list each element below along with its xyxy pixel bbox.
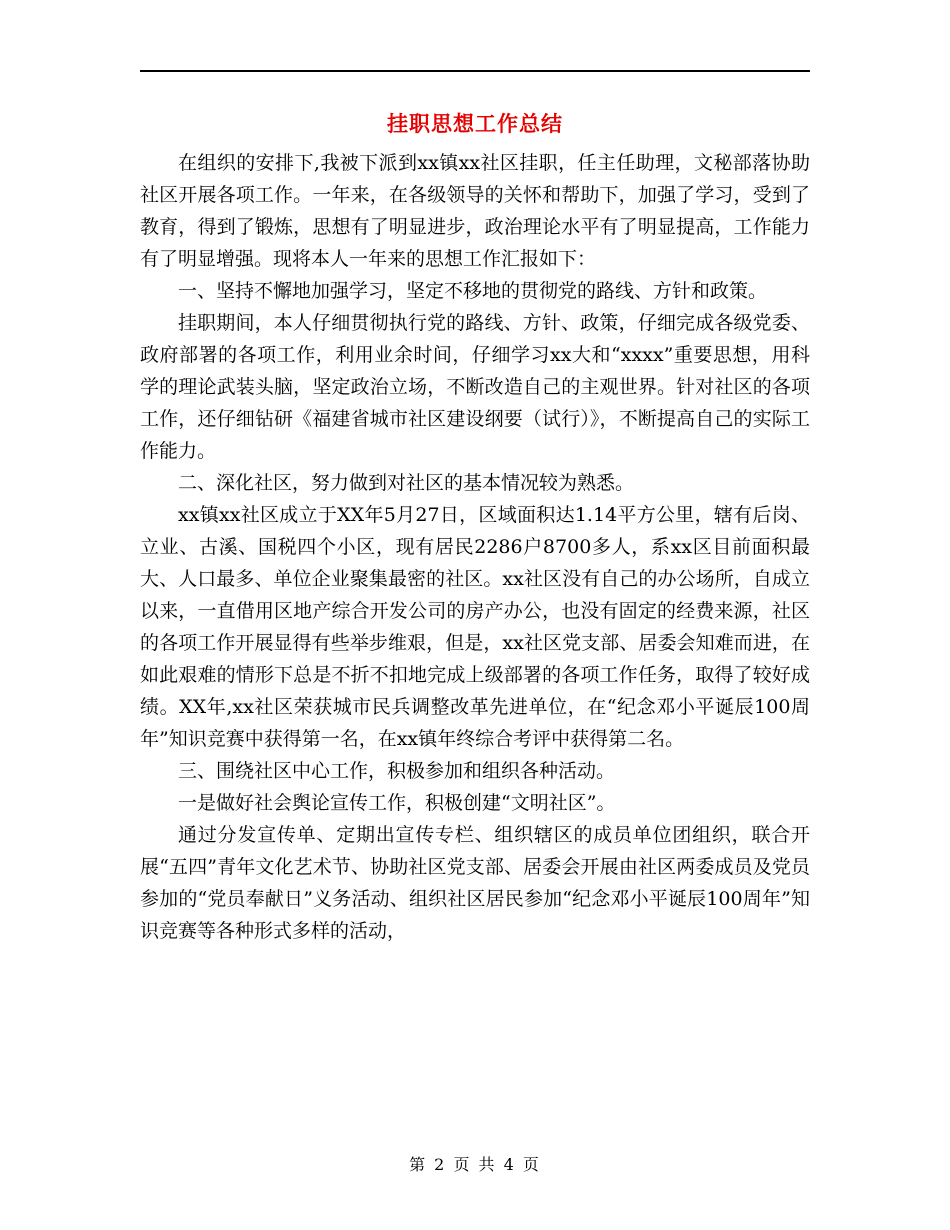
paragraph-study: 挂职期间，本人仔细贯彻执行党的路线、方针、政策，仔细完成各级党委、政府部署的各项工作，利用业余时间，仔细学习xx大和“xxxx”重要思想，用科学的理论武装头脑，坚定政治立场，不断改造自己的主观世界。针对社区的各项工作，还仔细钻研《福建省城市社区建设纲要（试行）》，不断提高自己的实际工作能力。 xyxy=(140,312,810,462)
page-number: 第 2 页 共 4 页 xyxy=(409,1155,541,1174)
paragraph-heading-3: 三、围绕社区中心工作，积极参加和组织各种活动。 xyxy=(178,760,616,782)
document-body xyxy=(140,147,810,947)
paragraph-activities: 通过分发宣传单、定期出宣传专栏、组织辖区的成员单位团组织，联合开展“五四”青年文化艺术节、协助社区党支部、居委会开展由社区两委成员及党员参加的“党员奉献日”义务活动、组织社区居民参加“纪念邓小平诞辰100周年”知识竞赛等各种形式多样的活动， xyxy=(140,824,810,942)
paragraph-subheading-1: 一是做好社会舆论宣传工作，积极创建“文明社区”。 xyxy=(178,792,616,814)
paragraph-heading-2: 二、深化社区，努力做到对社区的基本情况较为熟悉。 xyxy=(178,472,635,494)
paragraph-intro: 在组织的安排下,我被下派到xx镇xx社区挂职，任主任助理，文秘部落协助社区开展各项工作。一年来，在各级领导的关怀和帮助下，加强了学习，受到了教育，得到了锻炼，思想有了明显进步，政治理论水平有了明显提高，工作能力有了明显增强。现将本人一年来的思想工作汇报如下： xyxy=(140,152,810,270)
document-title: 挂职思想工作总结 xyxy=(387,111,563,136)
paragraph-community-info: xx镇xx社区成立于XX年5月27日，区域面积达1.14平方公里，辖有后岗、立业、古溪、国税四个小区，现有居民2286户8700多人，系xx区目前面积最大、人口最多、单位企业聚集最密的社区。xx社区没有自己的办公场所，自成立以来，一直借用区地产综合开发公司的房产办公，也没有固定的经费来源，社区的各项工作开展显得有些举步维艰，但是，xx社区党支部、居委会知难而进，在如此艰难的情形下总是不折不扣地完成上级部署的各项工作任务，取得了较好成绩。XX年,xx社区荣获城市民兵调整改革先进单位，在“纪念邓小平诞辰100周年”知识竞赛中获得第一名，在xx镇年终综合考评中获得第二名。 xyxy=(140,504,810,750)
paragraph-heading-1: 一、坚持不懈地加强学习，坚定不移地的贯彻党的路线、方针和政策。 xyxy=(178,280,768,302)
header-rule xyxy=(140,70,810,72)
